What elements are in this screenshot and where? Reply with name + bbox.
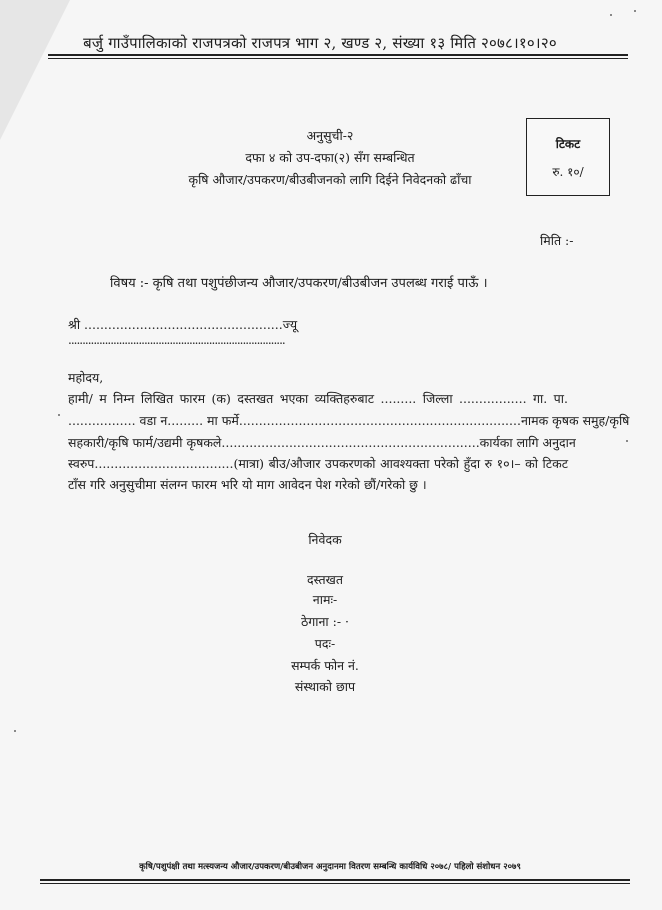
schedule-clause: दफा ४ को उप-दफा(२) सँग सम्बन्धित xyxy=(245,150,415,165)
header-rule xyxy=(48,54,628,56)
header-rule-thin xyxy=(48,58,628,59)
addressee-line-2: ............................................................................. xyxy=(68,333,285,347)
footer-rule xyxy=(40,879,630,881)
ticket-amount: रु. १०/ xyxy=(552,165,584,179)
addressee-line: श्री ..................................................ज्यू xyxy=(68,317,298,332)
scan-speck xyxy=(610,14,612,16)
page-fold xyxy=(0,0,70,140)
ticket-box xyxy=(526,118,610,196)
stamp-label: संस्थाको छाप xyxy=(294,679,356,694)
post-label: पदः- xyxy=(314,636,336,651)
salutation: महोदय, xyxy=(68,370,104,385)
signature-label: दस्तखत xyxy=(307,572,343,587)
form-title: कृषि औजार/उपकरण/बीउबीजनको लागि दिईने निवेदनको ढाँचा xyxy=(188,172,472,187)
footer-rule-thin xyxy=(40,883,630,884)
applicant-label: निवेदक xyxy=(308,532,342,547)
scan-speck xyxy=(626,440,628,442)
footer-text: कृषि/पशुपंक्षी तथा मत्स्यजन्य औजार/उपकरण/बीउबीजन अनुदानमा वितरण सम्बन्धि कार्यविधि २०७८/ पहिलो संशोधन २०७९ xyxy=(139,862,521,872)
body-line: स्वरुप...................................(मात्रा) बीउ/औजार उपकरणको आवश्यक्ता परेको हुँदा रु १०।– को टिकट xyxy=(68,456,568,471)
subject-line: विषय :- कृषि तथा पशुपंछीजन्य औजार/उपकरण/बीउबीजन उपलब्ध गराई पाऊँ । xyxy=(110,276,488,291)
body-line: हामी/ म निम्न लिखित फारम (क) दस्तखत भएका व्यक्तिहरुबाट ......... जिल्ला ................. गा. पा. xyxy=(68,391,568,406)
scan-speck xyxy=(634,10,636,12)
body-line: ................. वडा न......... मा फर्मे.......................................................................नामक कृषक समुह/कृषि xyxy=(68,413,630,428)
ticket-label: टिकट xyxy=(555,137,581,151)
date-label: मिति :- xyxy=(540,233,574,248)
phone-label: सम्पर्क फोन नं. xyxy=(291,658,359,673)
scan-speck xyxy=(14,730,16,732)
name-label: नामः- xyxy=(312,592,338,607)
address-label: ठेगाना :- · xyxy=(300,614,350,629)
body-line: टाँस गरि अनुसुचीमा संलग्न फारम भरि यो माग आवेदन पेश गरेको छौं/गरेको छु । xyxy=(68,477,427,492)
gazette-header: बर्जु गाउँपालिकाको राजपत्रको राजपत्र भाग २, खण्ड २, संख्या १३ मिति २०७८।१०।२० xyxy=(83,34,557,52)
schedule-title: अनुसुची-२ xyxy=(306,128,354,143)
scan-speck xyxy=(58,414,60,416)
body-line: सहकारी/कृषि फार्म/उद्यमी कृषकले.................................................................कार्यका लागि अनुदान xyxy=(68,435,576,450)
